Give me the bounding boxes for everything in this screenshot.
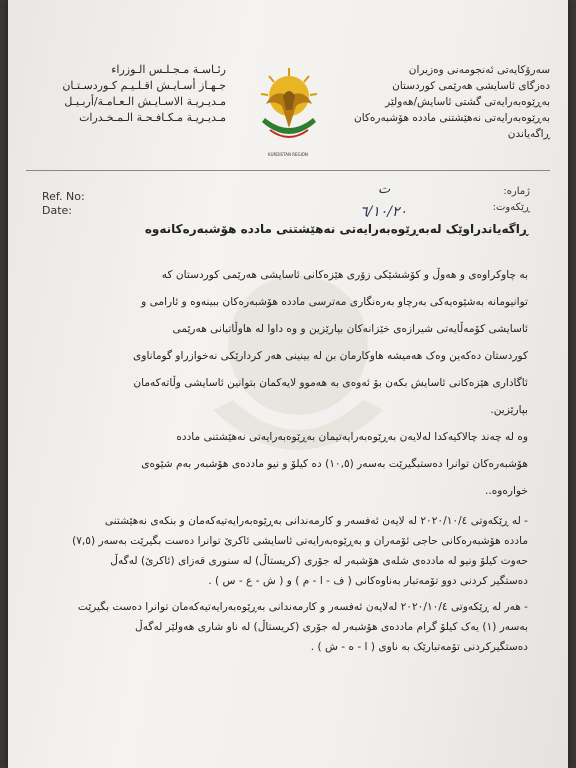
body-line: - هەر لە ڕێکەوتی ٢٠٢٠/١٠/٤ لەلایەن ئەفسەر و کارمەندانی بەڕێوەبەرایەتیەکەمان توانرا دەست بگیرێت (77, 601, 528, 613)
document-subject: ڕاگەیاندراوێک لەبەڕێوەبەرایەتی نەهێشتنی ماددە هۆشبەرەکانەوە (144, 222, 528, 236)
header-arabic-line: مـديـريـة الاسـايـش الـعـامـة/أربـيـل (64, 95, 226, 108)
body-line: توانیومانە بەشێوەیەکی بەرچاو بەرەنگاری مەترسی ماددە هۆشبەرەکان ببینەوە و ئارامی و (141, 296, 528, 308)
header-kurdish-line: دەزگای ئاسایشی هەرێمی کوردستان (392, 80, 550, 92)
paragraph-intro (52, 262, 528, 424)
body-line: حەوت کیلۆ ونیو لە ماددەی شلەی هۆشبەر لە جۆری (کریستاڵ) لە سنوری قەزای (ئاکرێ) لەگەڵ (110, 555, 528, 567)
paragraph-summary (52, 424, 528, 505)
ref-number-handwritten: ت (378, 182, 391, 197)
header-divider (26, 170, 550, 171)
body-line: بپارێزین. (490, 404, 528, 416)
header-kurdish (350, 62, 550, 142)
emblem-caption: KURDISTAN REGION (268, 152, 308, 157)
ref-no-label: Ref. No: (42, 190, 85, 203)
date-label: Date: (42, 204, 72, 217)
body-line: دەستگیر کردنی دوو تۆمەتبار بەناوەکانی ( ف - ا - م ) و ( ش - ع - س ) . (208, 575, 528, 587)
header-arabic-line: رئـاسـة مـجـلـس الـوزراء (111, 63, 226, 76)
date-handwritten: ٦/١٠/٢٠ (360, 204, 408, 220)
body-line: ئاگاداری هێزەکانی ئاسایش بکەن بۆ ئەوەی بە هەموو لایەکمان بتوانین ئاسایشی وڵاتەکەمان (133, 377, 528, 389)
header-kurdish-line: بەڕێوەبەرایەتی نەهێشتنی ماددە هۆشبەرەکان (353, 112, 550, 124)
body-line: وە لە چەند چالاکیەکدا لەلایەن بەڕێوەبەرایەتیمان بەڕێوەبەرایەتی نەهێشتنی ماددە (176, 431, 528, 443)
header-kurdish-line: بەڕێوەبەرایەتی گشتی ئاسایش/هەولێر (385, 96, 550, 108)
header-arabic-line: مـديـريـة مـكـافـحـة الـمـخـدرات (79, 111, 226, 124)
paragraph-operation-2 (52, 597, 528, 657)
kurdistan-emblem-icon (256, 66, 322, 150)
header-kurdish-line: ڕاگەیاندن (507, 128, 550, 140)
ref-no-label-kurdish: ژمارە: (503, 186, 530, 197)
header-kurdish-line: سەرۆکایەتی ئەنجومەنی وەزیران (408, 64, 550, 76)
body-line: - لە ڕێکەوتی ٢٠٢٠/١٠/٤ لە لایەن ئەفسەر و کارمەندانی بەڕێوەبەرایەتیەکەمان و بنکەی نەهێشتنی (104, 515, 528, 527)
body-line: ماددە هۆشبەرەکانی حاجی ئۆمەران و بەڕێوەبەرایەتی ئاسایشی ئاکرێ توانرا دەست بگیرێت بەسەر (٧,٥) (72, 535, 528, 547)
body-line: کوردستان دەکەین وەک هەمیشە هاوکارمان بن لە بینینی هەر کردارێکی نەخوازراو گوماناوی (133, 350, 528, 362)
paragraph-operation-1 (52, 511, 528, 591)
body-line: بەسەر (١) یەک کیلۆ گرام ماددەی هۆشبەر لە جۆری (کریستاڵ) لە ناو شاری هەولێر لەگەڵ (135, 621, 528, 633)
document-sheet (8, 0, 568, 768)
header-arabic (26, 62, 226, 126)
header-arabic-line: جـهـاز أسـايـش اقـلـيـم كـوردسـتـان (62, 79, 226, 92)
date-label-kurdish: ڕێکەوت: (492, 202, 530, 213)
body-line: ئاسایشی کۆمەڵایەتی شیرازەی خێزانەکان بپارێزین و وە داوا لە هاوڵاتیانی هەرێمی (172, 323, 528, 335)
body-line: خوارەوە.. (484, 485, 528, 497)
body-line: دەستگیرکردنی تۆمەتبارێک بە ناوی ( ا - ه - ش ) . (310, 641, 528, 653)
document-body (52, 262, 528, 657)
body-line: بە چاوکراوەی و هەوڵ و کۆششێکی زۆری هێزەکانی ئاسایشی هەرێمی کوردستان کە (161, 269, 528, 281)
body-line: هۆشبەرەکان توانرا دەستبگیرێت بەسەر (١٠,٥) دە کیلۆ و نیو ماددەی هۆشبەر بەم شێوەی (141, 458, 528, 470)
